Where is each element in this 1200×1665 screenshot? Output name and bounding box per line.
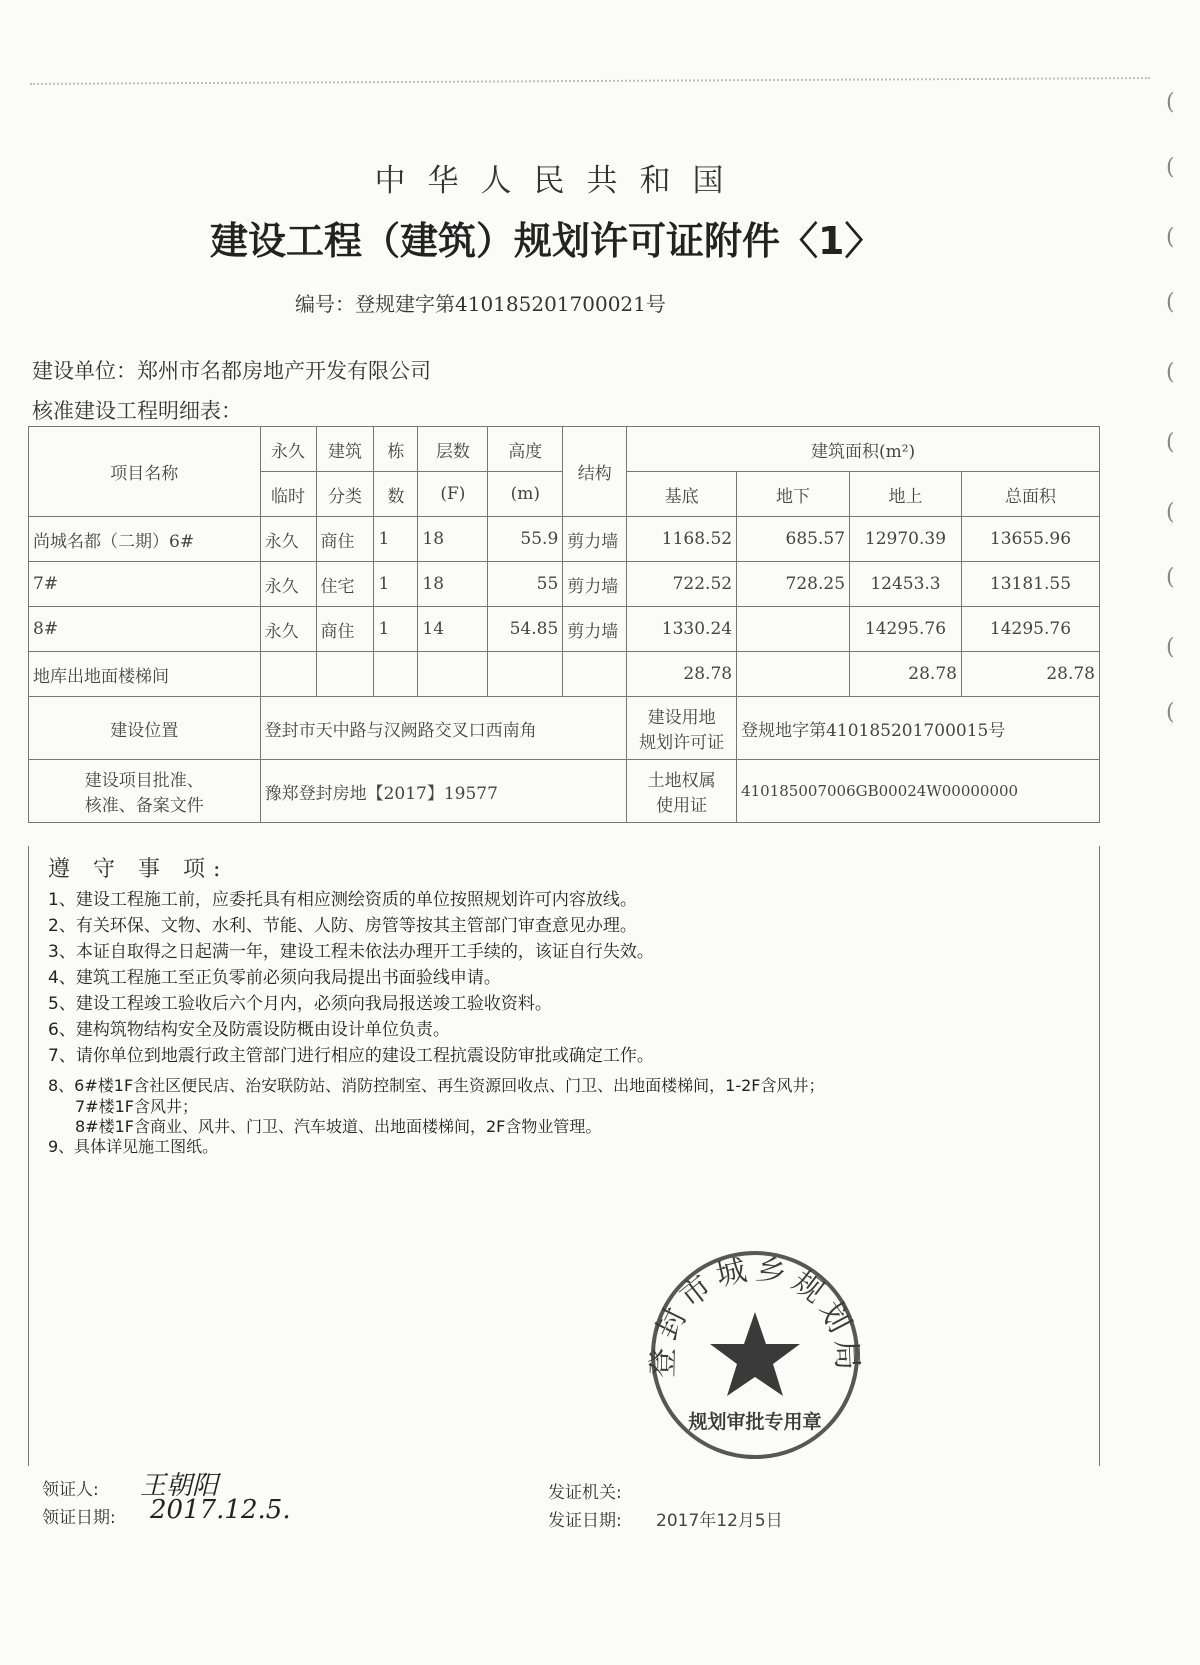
cell-name: 尚城名都（二期）6# (29, 517, 261, 562)
binding-hole-mark: ( (1166, 565, 1175, 590)
cell-total: 14295.76 (961, 607, 1099, 652)
binding-hole-mark: ( (1166, 635, 1175, 660)
cell-cat: 商住 (316, 607, 374, 652)
note-item: 7、请你单位到地震行政主管部门进行相应的建设工程抗震设防审批或确定工作。 (48, 1046, 654, 1066)
cell-height: 55 (488, 562, 563, 607)
cell-above: 12970.39 (850, 517, 962, 562)
table-header-row-1 (29, 427, 1100, 472)
cell-perm: 永久 (260, 517, 316, 562)
cell-structure: 剪力墙 (563, 562, 627, 607)
header-perm-bottom: 临时 (260, 472, 316, 517)
header-height-top: 高度 (488, 427, 563, 472)
cell-structure: 剪力墙 (563, 517, 627, 562)
binding-hole-mark: ( (1166, 700, 1175, 725)
note-item: 9、具体详见施工图纸。 (48, 1137, 219, 1156)
official-seal (640, 1240, 870, 1470)
note-item: 1、建设工程施工前，应委托具有相应测绘资质的单位按照规划许可内容放线。 (48, 890, 637, 910)
location-row (29, 697, 1100, 760)
header-perm-top: 永久 (260, 427, 316, 472)
land-permit-label (627, 697, 737, 760)
cell-name: 7# (29, 562, 261, 607)
cell-floors: 18 (418, 562, 488, 607)
header-cat-top: 建筑 (316, 427, 374, 472)
note-item: 3、本证自取得之日起满一年，建设工程未依法办理开工手续的，该证自行失效。 (48, 942, 654, 962)
document-title: 建设工程（建筑）规划许可证附件〈1〉 (210, 219, 883, 263)
header-floors-bottom: (F) (418, 472, 488, 517)
star-icon (710, 1312, 800, 1396)
approval-label-line2: 核准、备案文件 (84, 796, 204, 816)
note-item: 5、建设工程竣工验收后六个月内，必须向我局报送竣工验收资料。 (48, 994, 552, 1014)
cell-count: 1 (374, 517, 418, 562)
land-title-label (627, 760, 737, 823)
issuer-label: 发证机关: (548, 1483, 622, 1503)
receiver-label: 领证人: (42, 1480, 99, 1500)
receiver-signature: 王朝阳 (140, 1471, 219, 1501)
binding-hole-mark: ( (1166, 500, 1175, 525)
cell-structure: 剪力墙 (563, 607, 627, 652)
cell-cat (316, 652, 374, 697)
cell-perm: 永久 (260, 607, 316, 652)
construction-unit: 建设单位：郑州市名都房地产开发有限公司 (32, 359, 431, 383)
binding-hole-mark: ( (1166, 155, 1175, 180)
binding-hole-mark: ( (1166, 290, 1175, 315)
header-above: 地上 (850, 472, 962, 517)
land-permit-label-line1: 建设用地 (647, 708, 716, 728)
cell-total: 28.78 (961, 652, 1099, 697)
cell-count: 1 (374, 607, 418, 652)
cell-height: 55.9 (488, 517, 563, 562)
cell-under (737, 607, 850, 652)
cell-floors (418, 652, 488, 697)
cell-floors: 18 (418, 517, 488, 562)
cell-height (488, 652, 563, 697)
cell-count (374, 652, 418, 697)
cell-name: 8# (29, 607, 261, 652)
table-row (29, 517, 1100, 562)
note-item: 6、建构筑物结构安全及防震设防概由设计单位负责。 (48, 1020, 450, 1040)
issue-date-value: 2017年12月5日 (656, 1511, 783, 1531)
cell-above: 12453.3 (850, 562, 962, 607)
cell-under (737, 652, 850, 697)
cell-base: 28.78 (627, 652, 737, 697)
note-item: 2、有关环保、文物、水利、节能、人防、房管等按其主管部门审查意见办理。 (48, 916, 637, 936)
cell-base: 1168.52 (627, 517, 737, 562)
cell-total: 13181.55 (961, 562, 1099, 607)
country-heading: 中华人民共和国 (374, 163, 746, 199)
note-item: 4、建筑工程施工至正负零前必须向我局提出书面验线申请。 (48, 968, 501, 988)
header-name: 项目名称 (29, 427, 261, 517)
land-permit-label-line2: 规划许可证 (639, 733, 725, 753)
header-cat-bottom: 分类 (316, 472, 374, 517)
table-row (29, 652, 1100, 697)
approval-label (29, 760, 261, 823)
binding-hole-mark: ( (1166, 430, 1175, 455)
note-item: 8#楼1F含商业、风井、门卫、汽车坡道、出地面楼梯间，2F含物业管理。 (75, 1117, 602, 1136)
binding-hole-mark: ( (1166, 225, 1175, 250)
cell-total: 13655.96 (961, 517, 1099, 562)
seal-bottom-text: 规划审批专用章 (688, 1411, 822, 1433)
note-item: 8、6#楼1F含社区便民店、治安联防站、消防控制室、再生资源回收点、门卫、出地面楼梯间，1-2F含风井； (48, 1076, 825, 1095)
cell-perm (260, 652, 316, 697)
cell-above: 14295.76 (850, 607, 962, 652)
land-permit-value: 登规地字第410185201700015号 (737, 697, 1100, 760)
project-detail-table (28, 426, 1100, 823)
cell-under: 685.57 (737, 517, 850, 562)
cell-floors: 14 (418, 607, 488, 652)
location-value: 登封市天中路与汉阙路交叉口西南角 (260, 697, 627, 760)
scan-top-edge-line (30, 77, 1150, 85)
cell-structure (563, 652, 627, 697)
cell-base: 1330.24 (627, 607, 737, 652)
header-area: 建筑面积(m²) (627, 427, 1100, 472)
header-structure: 结构 (563, 427, 627, 517)
land-title-label-line1: 土地权属 (647, 771, 716, 791)
header-base: 基底 (627, 472, 737, 517)
location-label: 建设位置 (29, 697, 261, 760)
cell-count: 1 (374, 562, 418, 607)
header-total: 总面积 (961, 472, 1099, 517)
land-title-label-line2: 使用证 (656, 796, 708, 816)
cell-perm: 永久 (260, 562, 316, 607)
header-count-top: 栋 (374, 427, 418, 472)
cell-under: 728.25 (737, 562, 850, 607)
approval-value: 豫郑登封房地【2017】19577 (260, 760, 627, 823)
table-row (29, 562, 1100, 607)
approval-label-line1: 建设项目批准、 (84, 771, 204, 791)
issue-date-label: 发证日期: (548, 1511, 622, 1531)
notes-title: 遵 守 事 项: (48, 857, 229, 882)
binding-hole-mark: ( (1166, 360, 1175, 385)
seal-ring-text: 登封市城乡规划局 (645, 1251, 865, 1379)
binding-hole-mark: ( (1166, 90, 1175, 115)
receive-date-label: 领证日期: (42, 1508, 116, 1528)
header-height-bottom: (m) (488, 472, 563, 517)
cell-name: 地库出地面楼梯间 (29, 652, 261, 697)
receive-date-value: 2017.12.5. (150, 1495, 291, 1525)
header-floors-top: 层数 (418, 427, 488, 472)
cell-above: 28.78 (850, 652, 962, 697)
serial-number: 编号：登规建字第410185201700021号 (295, 292, 666, 316)
cell-cat: 住宅 (316, 562, 374, 607)
cell-height: 54.85 (488, 607, 563, 652)
cell-base: 722.52 (627, 562, 737, 607)
note-item: 7#楼1F含风井； (75, 1097, 198, 1116)
table-row (29, 607, 1100, 652)
approval-row (29, 760, 1100, 823)
table-title: 核准建设工程明细表： (32, 399, 242, 423)
header-count-bottom: 数 (374, 472, 418, 517)
header-under: 地下 (737, 472, 850, 517)
land-title-value: 410185007006GB00024W00000000 (737, 760, 1100, 823)
cell-cat: 商住 (316, 517, 374, 562)
